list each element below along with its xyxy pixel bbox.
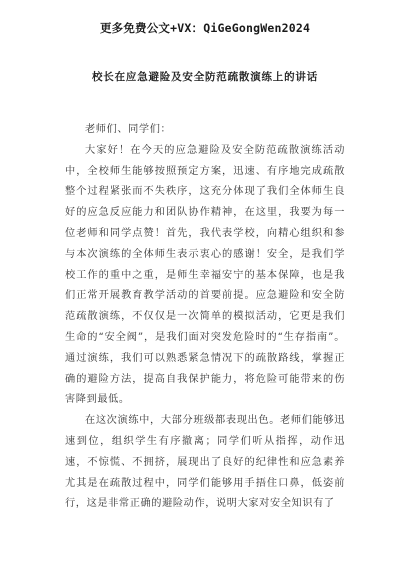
salutation: 老师们、同学们：	[85, 124, 172, 135]
promo-banner: 更多免费公文+VX：QiGeGongWen2024	[99, 21, 311, 35]
document-title: 校长在应急避险及安全防范疏散演练上的讲话	[92, 71, 318, 83]
paragraph-2: 在这次演练中，大部分班级都表现出色。老师们能够迅速到位，组织学生有序撤离；同学们听从指挥，动作迅速，不惊慌、不拥挤，展现出了良好的纪律性和应急素养尤其是在疏散过程中，同学们能够用手捂住口鼻，低姿前行，这是非常正确的避险动作，说明大家对安全知识有了	[65, 415, 345, 510]
document-body	[65, 120, 345, 515]
paragraph-1: 大家好！在今天的应急避险及安全防范疏散演练活动中，全校师生能够按照预定方案，迅速、有序地完成疏散整个过程紧张而不失秩序，这充分体现了我们全体师生良好的应急反应能力和团队协作精神，在这里，我要为每一位老师和同学点赞！首先，我代表学校，向精心组织和参与本次演练的全体师生表示衷心的感谢！安全，是我们学校工作的重中之重，是师生幸福安宁的基本保障，也是我们正常开展教育教学活动的首要前提。应急避险和安全防范疏散演练，不仅仅是一次简单的模拟活动，它更是我们生命的“安全阀”，是我们面对突发危险时的“生存指南”。通过演练，我们可以熟悉紧急情况下的疏散路线，掌握正确的避险方法，提高自我保护能力，将危险可能带来的伤害降到最低。	[65, 144, 345, 406]
